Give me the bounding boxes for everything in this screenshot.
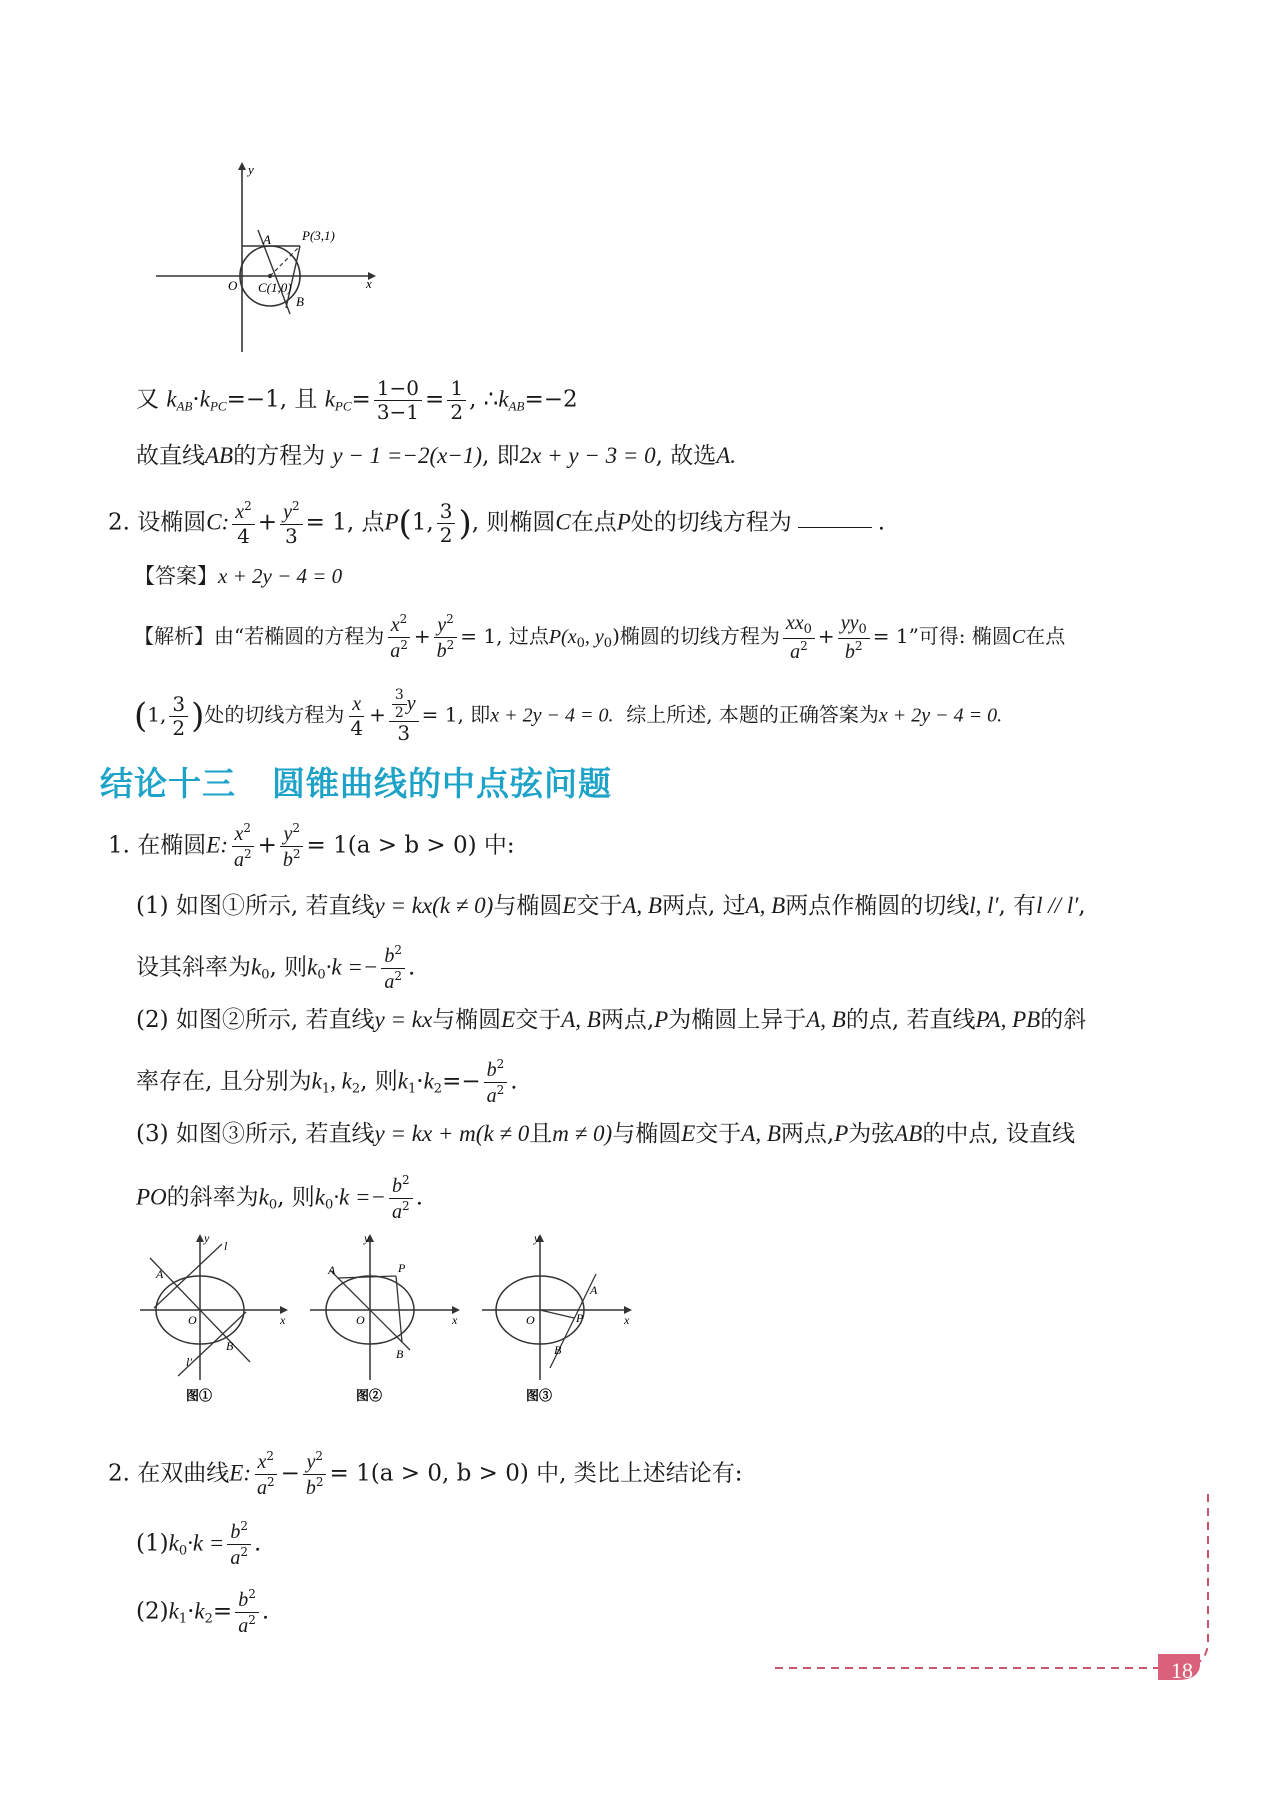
solution-line-1: 又 $k_{AB}\cdot k_{PC}=-1$, 且 $k_{PC}=$ $\frac{1-0}{3-1}$ = $\frac{1}{2}$ , $\therefore k_{AB}=-2$ — [136, 376, 578, 424]
fig3-p: P — [576, 1311, 584, 1325]
fig-label-c: C(1,0) — [258, 280, 292, 295]
item1-p2-line2: 率存在, 且分别为$k_1$, $k_2$, 则$k_1\cdot k_2=-$ $\frac{b^2}{a^2}$ . — [136, 1057, 518, 1107]
fig-label-b: B — [296, 294, 304, 309]
fig2-y: y — [364, 1231, 370, 1245]
item1-p2-line1: (2) 如图②所示, 若直线y = kx与椭圆E交于A, B两点,P为椭圆上异于A, B的点, 若直线PA, PB的斜 — [136, 1007, 1087, 1033]
fig-label-a: A — [263, 232, 271, 247]
fig1-lp: l′ — [186, 1355, 192, 1369]
fig2-a: A — [328, 1263, 336, 1277]
figure-2 — [310, 1231, 460, 1403]
fig2-p: P — [398, 1261, 406, 1275]
item1-p1-line2: 设其斜率为$k_0$, 则$k_0\cdot k$ =− $\frac{b^2}{a^2}$ . — [136, 943, 416, 993]
fig1-y: y — [204, 1231, 210, 1245]
item2-result-2: $(2)k_1\cdot k_2=$ $\frac{b^2}{a^2}$ . — [136, 1587, 270, 1637]
section-heading: 结论十三 圆锥曲线的中点弦问题 — [100, 764, 612, 803]
fig3-y: y — [534, 1231, 540, 1245]
fig3-o: O — [526, 1313, 535, 1327]
question-2: 2. 设椭圆C: $\frac{x^2}{4}$ + $\frac{y^2}{3}$ = 1, 点P(1, $\frac{3}{2}$ ), 则椭圆C在点P处的切线方程为 . — [108, 499, 886, 548]
figure-3 — [482, 1231, 632, 1403]
answer-2: 【答案】x + 2y − 4 = 0 — [134, 564, 343, 588]
analysis-line-1: 【解析】由“若椭圆的方程为 $\frac{x^2}{a^2}$ + $\frac{y^2}{b^2}$ = 1, 过点$P(x_0$, $y_0$)椭圆的切线方程为 $\frac{xx_0}{a^2}$ + $\frac{yy_0}{b^2}$ = 1”可得: 椭圆C在点 — [134, 611, 1066, 663]
fig1-x: x — [280, 1313, 286, 1327]
item1-p3-line2: PO的斜率为$k_0$, 则$k_0\cdot k$ =− $\frac{b^2}{a^2}$ . — [136, 1173, 423, 1223]
fig1-a: A — [156, 1267, 164, 1281]
page-number: 18 — [1171, 1658, 1193, 1683]
analysis-line-2: (1, $\frac{3}{2}$ )处的切线方程为 $\frac{x}{4}$ + $\frac{3}{2}$ y 3 = 1, 即x + 2y − 4 = 0. 综上所述, 本题的正确答案为x + 2y − 4 = 0. — [134, 687, 1003, 746]
fig1-b: B — [226, 1339, 234, 1353]
fig-label-x: x — [366, 276, 372, 291]
fig3-a: A — [590, 1283, 598, 1297]
answer-blank — [798, 527, 872, 528]
tangent-figure — [150, 160, 390, 360]
solution-line-2: 故直线AB的方程为 y − 1 =−2(x−1), 即2x + y − 3 = 0, 故选A. — [136, 443, 737, 469]
item2-result-1: $(1)k_0\cdot k$ = $\frac{b^2}{a^2}$ . — [136, 1519, 262, 1569]
fig2-o: O — [356, 1313, 365, 1327]
page-corner-decoration — [760, 1490, 1220, 1680]
fig2-caption: 图② — [356, 1388, 383, 1403]
ellipse-figures — [130, 1230, 650, 1410]
item1-p1-line1: (1) 如图①所示, 若直线y = kx(k ≠ 0)与椭圆E交于A, B两点, 过A, B两点作椭圆的切线l, l′, 有l // l′, — [136, 893, 1086, 919]
fig1-l: l — [224, 1239, 228, 1253]
fig-label-y: y — [248, 162, 254, 177]
fig-label-o: O — [228, 278, 238, 293]
fig2-b: B — [396, 1347, 404, 1361]
fig3-caption: 图③ — [526, 1388, 553, 1403]
fig-label-p: P(3,1) — [302, 228, 335, 243]
figure-1 — [140, 1231, 288, 1403]
item1-p3-line1: (3) 如图③所示, 若直线y = kx + m(k ≠ 0且m ≠ 0)与椭圆E交于A, B两点,P为弦AB的中点, 设直线 — [136, 1121, 1075, 1147]
fig1-caption: 图① — [186, 1388, 213, 1403]
fig3-b: B — [554, 1343, 562, 1357]
fig3-x: x — [624, 1313, 630, 1327]
item1-head: 1. 在椭圆E: $\frac{x^2}{a^2}$ + $\frac{y^2}{b^2}$ = 1(a > b > 0) 中: — [108, 821, 515, 871]
fig1-o: O — [188, 1313, 197, 1327]
item2-head: 2. 在双曲线E: $\frac{x^2}{a^2}$ − $\frac{y^2}{b^2}$ = 1(a > 0, b > 0) 中, 类比上述结论有: — [108, 1449, 743, 1499]
fig2-x: x — [452, 1313, 458, 1327]
